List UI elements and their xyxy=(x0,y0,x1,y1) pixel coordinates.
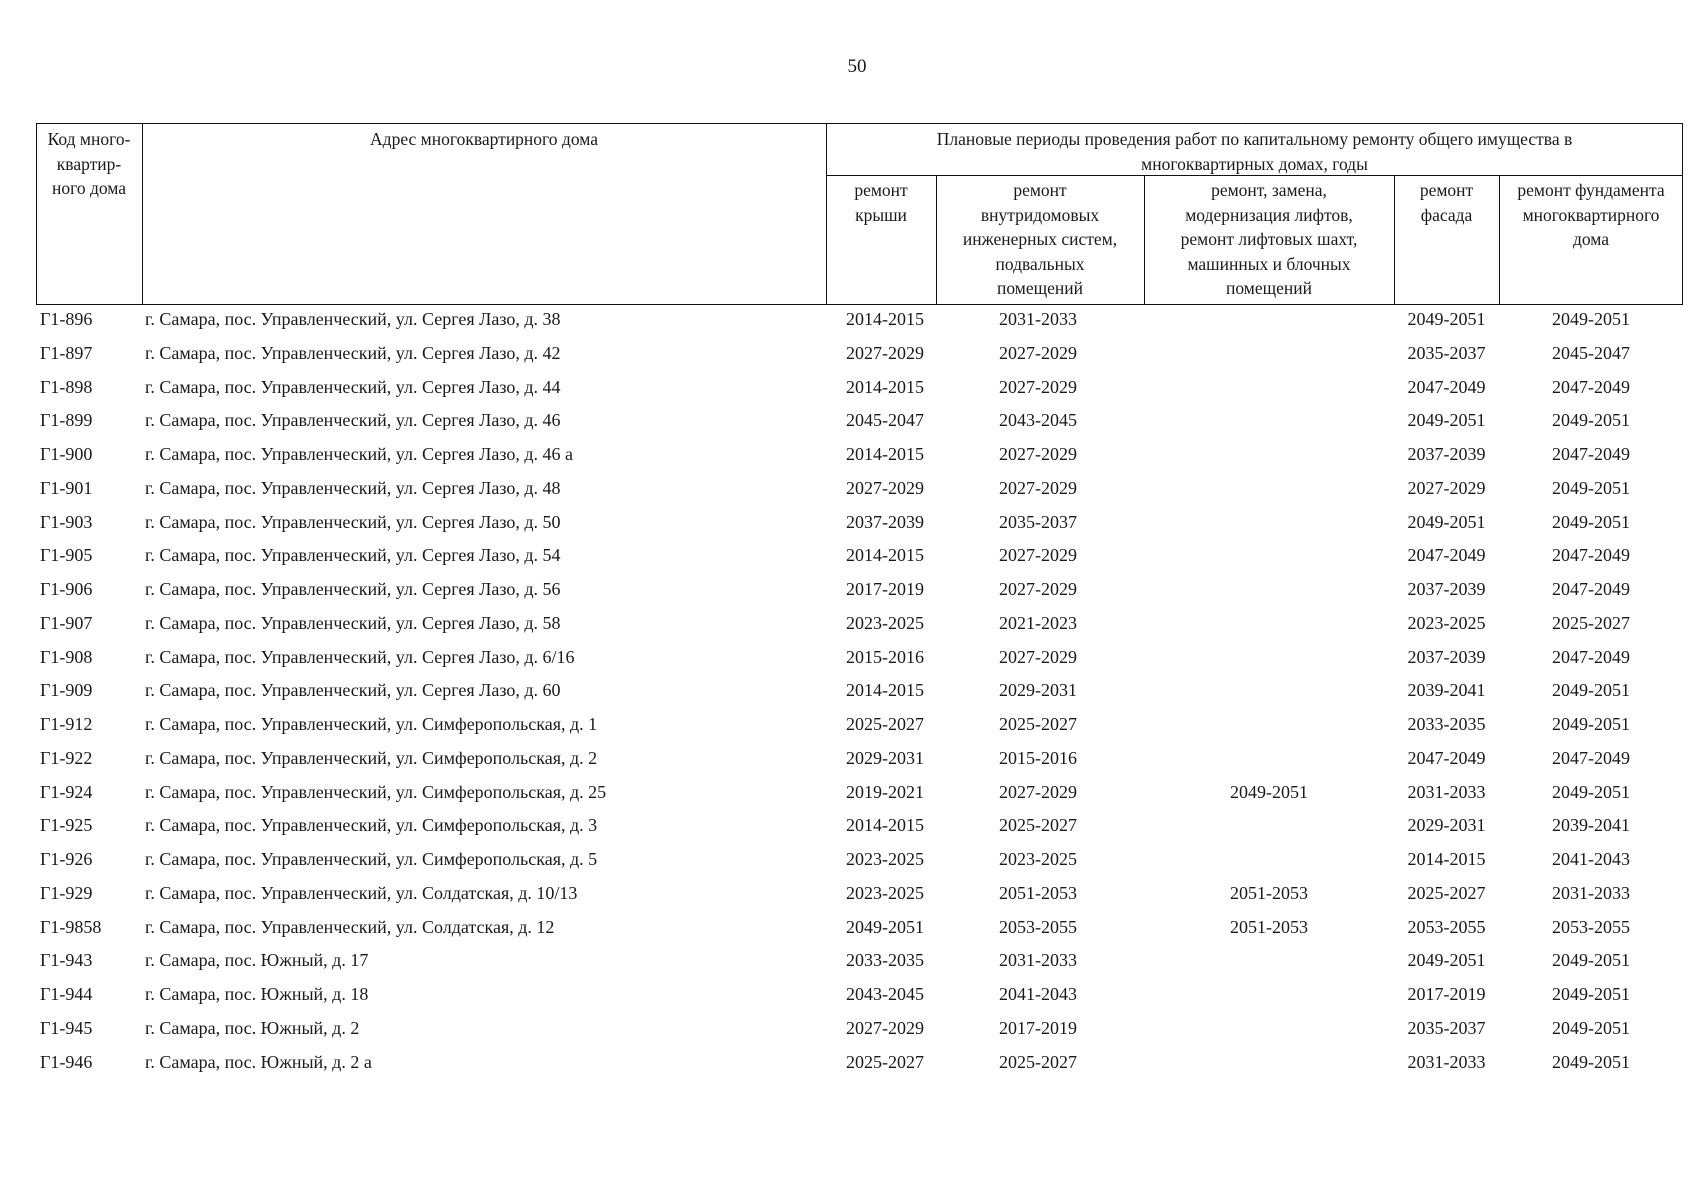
cell-address: г. Самара, пос. Управленческий, ул. Сергея Лазо, д. 50 xyxy=(145,511,561,532)
header-lifts: ремонт, замена, модернизация лифтов, ремонт лифтовых шахт, машинных и блочных помещений xyxy=(1180,180,1358,298)
page-number: 50 xyxy=(847,56,867,77)
cell-engineering: 2027-2029 xyxy=(999,376,1077,397)
cell-address: г. Самара, пос. Управленческий, ул. Сергея Лазо, д. 38 xyxy=(145,309,561,329)
cell-foundation: 2049-2051 xyxy=(1552,680,1630,701)
cell-facade: 2047-2049 xyxy=(1407,376,1486,397)
cell-facade: 2029-2031 xyxy=(1407,815,1486,836)
table-row xyxy=(0,780,1702,814)
cell-roof: 2014-2015 xyxy=(846,680,924,701)
cell-foundation: 2049-2051 xyxy=(1552,309,1630,329)
cell-roof: 2014-2015 xyxy=(846,545,924,566)
cell-address: г. Самара, пос. Управленческий, ул. Сергея Лазо, д. 44 xyxy=(145,376,561,397)
cell-code: Г1-945 xyxy=(40,1017,93,1038)
cell-foundation: 2047-2049 xyxy=(1552,747,1630,768)
cell-facade: 2035-2037 xyxy=(1407,1017,1486,1038)
cell-address: г. Самара, пос. Управленческий, ул. Симферопольская, д. 2 xyxy=(145,747,598,768)
cell-facade: 2017-2019 xyxy=(1407,984,1486,1004)
cell-code: Г1-907 xyxy=(40,612,93,633)
cell-engineering: 2027-2029 xyxy=(999,545,1077,566)
cell-foundation: 2049-2051 xyxy=(1552,781,1630,802)
cell-facade: 2023-2025 xyxy=(1407,612,1486,633)
table-row xyxy=(0,645,1702,679)
cell-code: Г1-896 xyxy=(40,309,93,329)
cell-address: г. Самара, пос. Управленческий, ул. Сергея Лазо, д. 56 xyxy=(145,579,561,599)
cell-roof: 2033-2035 xyxy=(846,950,924,971)
table-row xyxy=(0,611,1702,645)
cell-code: Г1-943 xyxy=(40,950,93,971)
header-periods: Плановые периоды проведения работ по капитальному ремонту общего имущества в многоквартирных домах, годы xyxy=(936,129,1573,174)
table-row xyxy=(0,847,1702,881)
table-row xyxy=(0,915,1702,949)
cell-engineering: 2027-2029 xyxy=(999,781,1077,802)
cell-engineering: 2027-2029 xyxy=(999,579,1077,599)
cell-code: Г1-926 xyxy=(40,849,93,869)
cell-code: Г1-900 xyxy=(40,444,93,464)
cell-code: Г1-898 xyxy=(40,376,93,397)
cell-engineering: 2027-2029 xyxy=(999,477,1077,498)
cell-code: Г1-924 xyxy=(40,781,93,802)
cell-roof: 2023-2025 xyxy=(846,612,924,633)
cell-engineering: 2025-2027 xyxy=(999,714,1077,734)
table-row xyxy=(0,543,1702,577)
cell-code: Г1-901 xyxy=(40,477,93,498)
header-engineering: ремонт внутридомовых инженерных систем, подвальных помещений xyxy=(962,180,1118,298)
cell-foundation: 2049-2051 xyxy=(1552,984,1630,1004)
cell-engineering: 2021-2023 xyxy=(999,612,1077,633)
cell-address: г. Самара, пос. Управленческий, ул. Симферопольская, д. 1 xyxy=(145,714,598,734)
cell-foundation: 2049-2051 xyxy=(1552,1017,1630,1038)
cell-engineering: 2015-2016 xyxy=(999,747,1077,768)
table-row xyxy=(0,510,1702,544)
cell-facade: 2027-2029 xyxy=(1407,477,1486,498)
cell-engineering: 2051-2053 xyxy=(999,882,1077,903)
table-row xyxy=(0,307,1702,341)
cell-code: Г1-944 xyxy=(40,984,93,1004)
cell-roof: 2043-2045 xyxy=(846,984,924,1004)
table-row xyxy=(0,1050,1702,1084)
cell-address: г. Самара, пос. Управленческий, ул. Сергея Лазо, д. 46 xyxy=(145,410,561,431)
cell-roof: 2027-2029 xyxy=(846,477,924,498)
cell-engineering: 2029-2031 xyxy=(999,680,1077,701)
header-facade: ремонт фасада xyxy=(1419,180,1474,225)
cell-facade: 2053-2055 xyxy=(1407,916,1486,937)
cell-address: г. Самара, пос. Управленческий, ул. Симферопольская, д. 5 xyxy=(145,849,598,869)
cell-code: Г1-925 xyxy=(40,815,93,836)
cell-address: г. Самара, пос. Управленческий, ул. Солдатская, д. 12 xyxy=(145,916,555,937)
cell-code: Г1-908 xyxy=(40,646,93,667)
cell-roof: 2019-2021 xyxy=(846,781,924,802)
cell-roof: 2017-2019 xyxy=(846,579,924,599)
header-address: Адрес многоквартирного дома xyxy=(370,129,598,149)
cell-lifts: 2051-2053 xyxy=(1230,882,1308,903)
cell-roof: 2014-2015 xyxy=(846,444,924,464)
cell-foundation: 2053-2055 xyxy=(1552,916,1630,937)
table-row xyxy=(0,712,1702,746)
cell-facade: 2047-2049 xyxy=(1407,545,1486,566)
cell-roof: 2025-2027 xyxy=(846,714,924,734)
cell-engineering: 2043-2045 xyxy=(999,410,1077,431)
header-roof: ремонт крыши xyxy=(854,180,908,225)
cell-roof: 2049-2051 xyxy=(846,916,924,937)
table-row xyxy=(0,881,1702,915)
cell-foundation: 2025-2027 xyxy=(1552,612,1630,633)
cell-code: Г1-929 xyxy=(40,882,93,903)
cell-address: г. Самара, пос. Управленческий, ул. Сергея Лазо, д. 48 xyxy=(145,477,561,498)
cell-foundation: 2049-2051 xyxy=(1552,950,1630,971)
cell-address: г. Самара, пос. Управленческий, ул. Сергея Лазо, д. 54 xyxy=(145,545,561,566)
cell-foundation: 2049-2051 xyxy=(1552,410,1630,431)
cell-engineering: 2035-2037 xyxy=(999,511,1077,532)
cell-roof: 2045-2047 xyxy=(846,410,924,431)
cell-code: Г1-922 xyxy=(40,747,93,768)
table-row xyxy=(0,678,1702,712)
cell-address: г. Самара, пос. Южный, д. 17 xyxy=(145,950,369,971)
cell-code: Г1-909 xyxy=(40,680,93,701)
cell-engineering: 2027-2029 xyxy=(999,342,1077,363)
cell-address: г. Самара, пос. Управленческий, ул. Симферопольская, д. 3 xyxy=(145,815,598,836)
cell-lifts: 2049-2051 xyxy=(1230,781,1308,802)
cell-foundation: 2047-2049 xyxy=(1552,646,1630,667)
cell-roof: 2037-2039 xyxy=(846,511,924,532)
cell-foundation: 2041-2043 xyxy=(1552,849,1630,869)
cell-address: г. Самара, пос. Управленческий, ул. Сергея Лазо, д. 6/16 xyxy=(145,646,575,667)
cell-code: Г1-903 xyxy=(40,511,93,532)
table-row xyxy=(0,1016,1702,1050)
cell-facade: 2049-2051 xyxy=(1407,309,1486,329)
cell-address: г. Самара, пос. Управленческий, ул. Сергея Лазо, д. 46 а xyxy=(145,444,573,464)
cell-foundation: 2047-2049 xyxy=(1552,545,1630,566)
cell-facade: 2025-2027 xyxy=(1407,882,1486,903)
cell-lifts: 2051-2053 xyxy=(1230,916,1308,937)
cell-code: Г1-906 xyxy=(40,579,93,599)
cell-roof: 2014-2015 xyxy=(846,376,924,397)
table-row xyxy=(0,746,1702,780)
cell-address: г. Самара, пос. Управленческий, ул. Симферопольская, д. 25 xyxy=(145,781,607,802)
cell-foundation: 2049-2051 xyxy=(1552,511,1630,532)
table-row xyxy=(0,982,1702,1016)
cell-foundation: 2045-2047 xyxy=(1552,342,1630,363)
header-code: Код много- квартир- ного дома xyxy=(47,129,131,198)
cell-roof: 2027-2029 xyxy=(846,342,924,363)
cell-foundation: 2047-2049 xyxy=(1552,444,1630,464)
cell-facade: 2037-2039 xyxy=(1407,444,1486,464)
cell-code: Г1-897 xyxy=(40,342,93,363)
cell-roof: 2023-2025 xyxy=(846,849,924,869)
cell-roof: 2027-2029 xyxy=(846,1017,924,1038)
cell-code: Г1-912 xyxy=(40,714,93,734)
cell-roof: 2014-2015 xyxy=(846,309,924,329)
cell-facade: 2014-2015 xyxy=(1407,849,1486,869)
cell-facade: 2035-2037 xyxy=(1407,342,1486,363)
cell-foundation: 2047-2049 xyxy=(1552,579,1630,599)
cell-engineering: 2041-2043 xyxy=(999,984,1077,1004)
cell-foundation: 2049-2051 xyxy=(1552,1051,1630,1072)
table-row xyxy=(0,948,1702,982)
cell-code: Г1-9858 xyxy=(40,916,102,937)
cell-roof: 2023-2025 xyxy=(846,882,924,903)
cell-engineering: 2025-2027 xyxy=(999,1051,1077,1072)
cell-engineering: 2017-2019 xyxy=(999,1017,1077,1038)
cell-facade: 2033-2035 xyxy=(1407,714,1486,734)
table-row xyxy=(0,442,1702,476)
table-row xyxy=(0,577,1702,611)
cell-facade: 2037-2039 xyxy=(1407,579,1486,599)
cell-engineering: 2031-2033 xyxy=(999,950,1077,971)
cell-facade: 2047-2049 xyxy=(1407,747,1486,768)
cell-engineering: 2031-2033 xyxy=(999,309,1077,329)
cell-address: г. Самара, пос. Южный, д. 2 xyxy=(145,1017,360,1038)
header-foundation: ремонт фундамента многоквартирного дома xyxy=(1517,180,1665,249)
cell-facade: 2049-2051 xyxy=(1407,410,1486,431)
cell-foundation: 2047-2049 xyxy=(1552,376,1630,397)
cell-facade: 2031-2033 xyxy=(1407,781,1486,802)
cell-code: Г1-905 xyxy=(40,545,93,566)
cell-foundation: 2039-2041 xyxy=(1552,815,1630,836)
cell-code: Г1-899 xyxy=(40,410,93,431)
cell-address: г. Самара, пос. Южный, д. 2 а xyxy=(145,1051,372,1072)
table-row xyxy=(0,813,1702,847)
cell-engineering: 2025-2027 xyxy=(999,815,1077,836)
cell-address: г. Самара, пос. Управленческий, ул. Сергея Лазо, д. 58 xyxy=(145,612,561,633)
cell-facade: 2049-2051 xyxy=(1407,511,1486,532)
cell-engineering: 2053-2055 xyxy=(999,916,1077,937)
cell-engineering: 2027-2029 xyxy=(999,444,1077,464)
cell-facade: 2031-2033 xyxy=(1407,1051,1486,1072)
cell-address: г. Самара, пос. Южный, д. 18 xyxy=(145,984,369,1004)
cell-foundation: 2049-2051 xyxy=(1552,477,1630,498)
cell-facade: 2049-2051 xyxy=(1407,950,1486,971)
cell-facade: 2039-2041 xyxy=(1407,680,1486,701)
cell-foundation: 2031-2033 xyxy=(1552,882,1630,903)
cell-address: г. Самара, пос. Управленческий, ул. Сергея Лазо, д. 42 xyxy=(145,342,561,363)
cell-engineering: 2027-2029 xyxy=(999,646,1077,667)
table-row xyxy=(0,375,1702,409)
cell-address: г. Самара, пос. Управленческий, ул. Солдатская, д. 10/13 xyxy=(145,882,578,903)
cell-roof: 2029-2031 xyxy=(846,747,924,768)
table-row xyxy=(0,476,1702,510)
cell-roof: 2014-2015 xyxy=(846,815,924,836)
table-row xyxy=(0,341,1702,375)
cell-foundation: 2049-2051 xyxy=(1552,714,1630,734)
cell-roof: 2025-2027 xyxy=(846,1051,924,1072)
cell-code: Г1-946 xyxy=(40,1051,93,1072)
table-row xyxy=(0,408,1702,442)
cell-roof: 2015-2016 xyxy=(846,646,924,667)
cell-address: г. Самара, пос. Управленческий, ул. Сергея Лазо, д. 60 xyxy=(145,680,561,701)
cell-facade: 2037-2039 xyxy=(1407,646,1486,667)
cell-engineering: 2023-2025 xyxy=(999,849,1077,869)
